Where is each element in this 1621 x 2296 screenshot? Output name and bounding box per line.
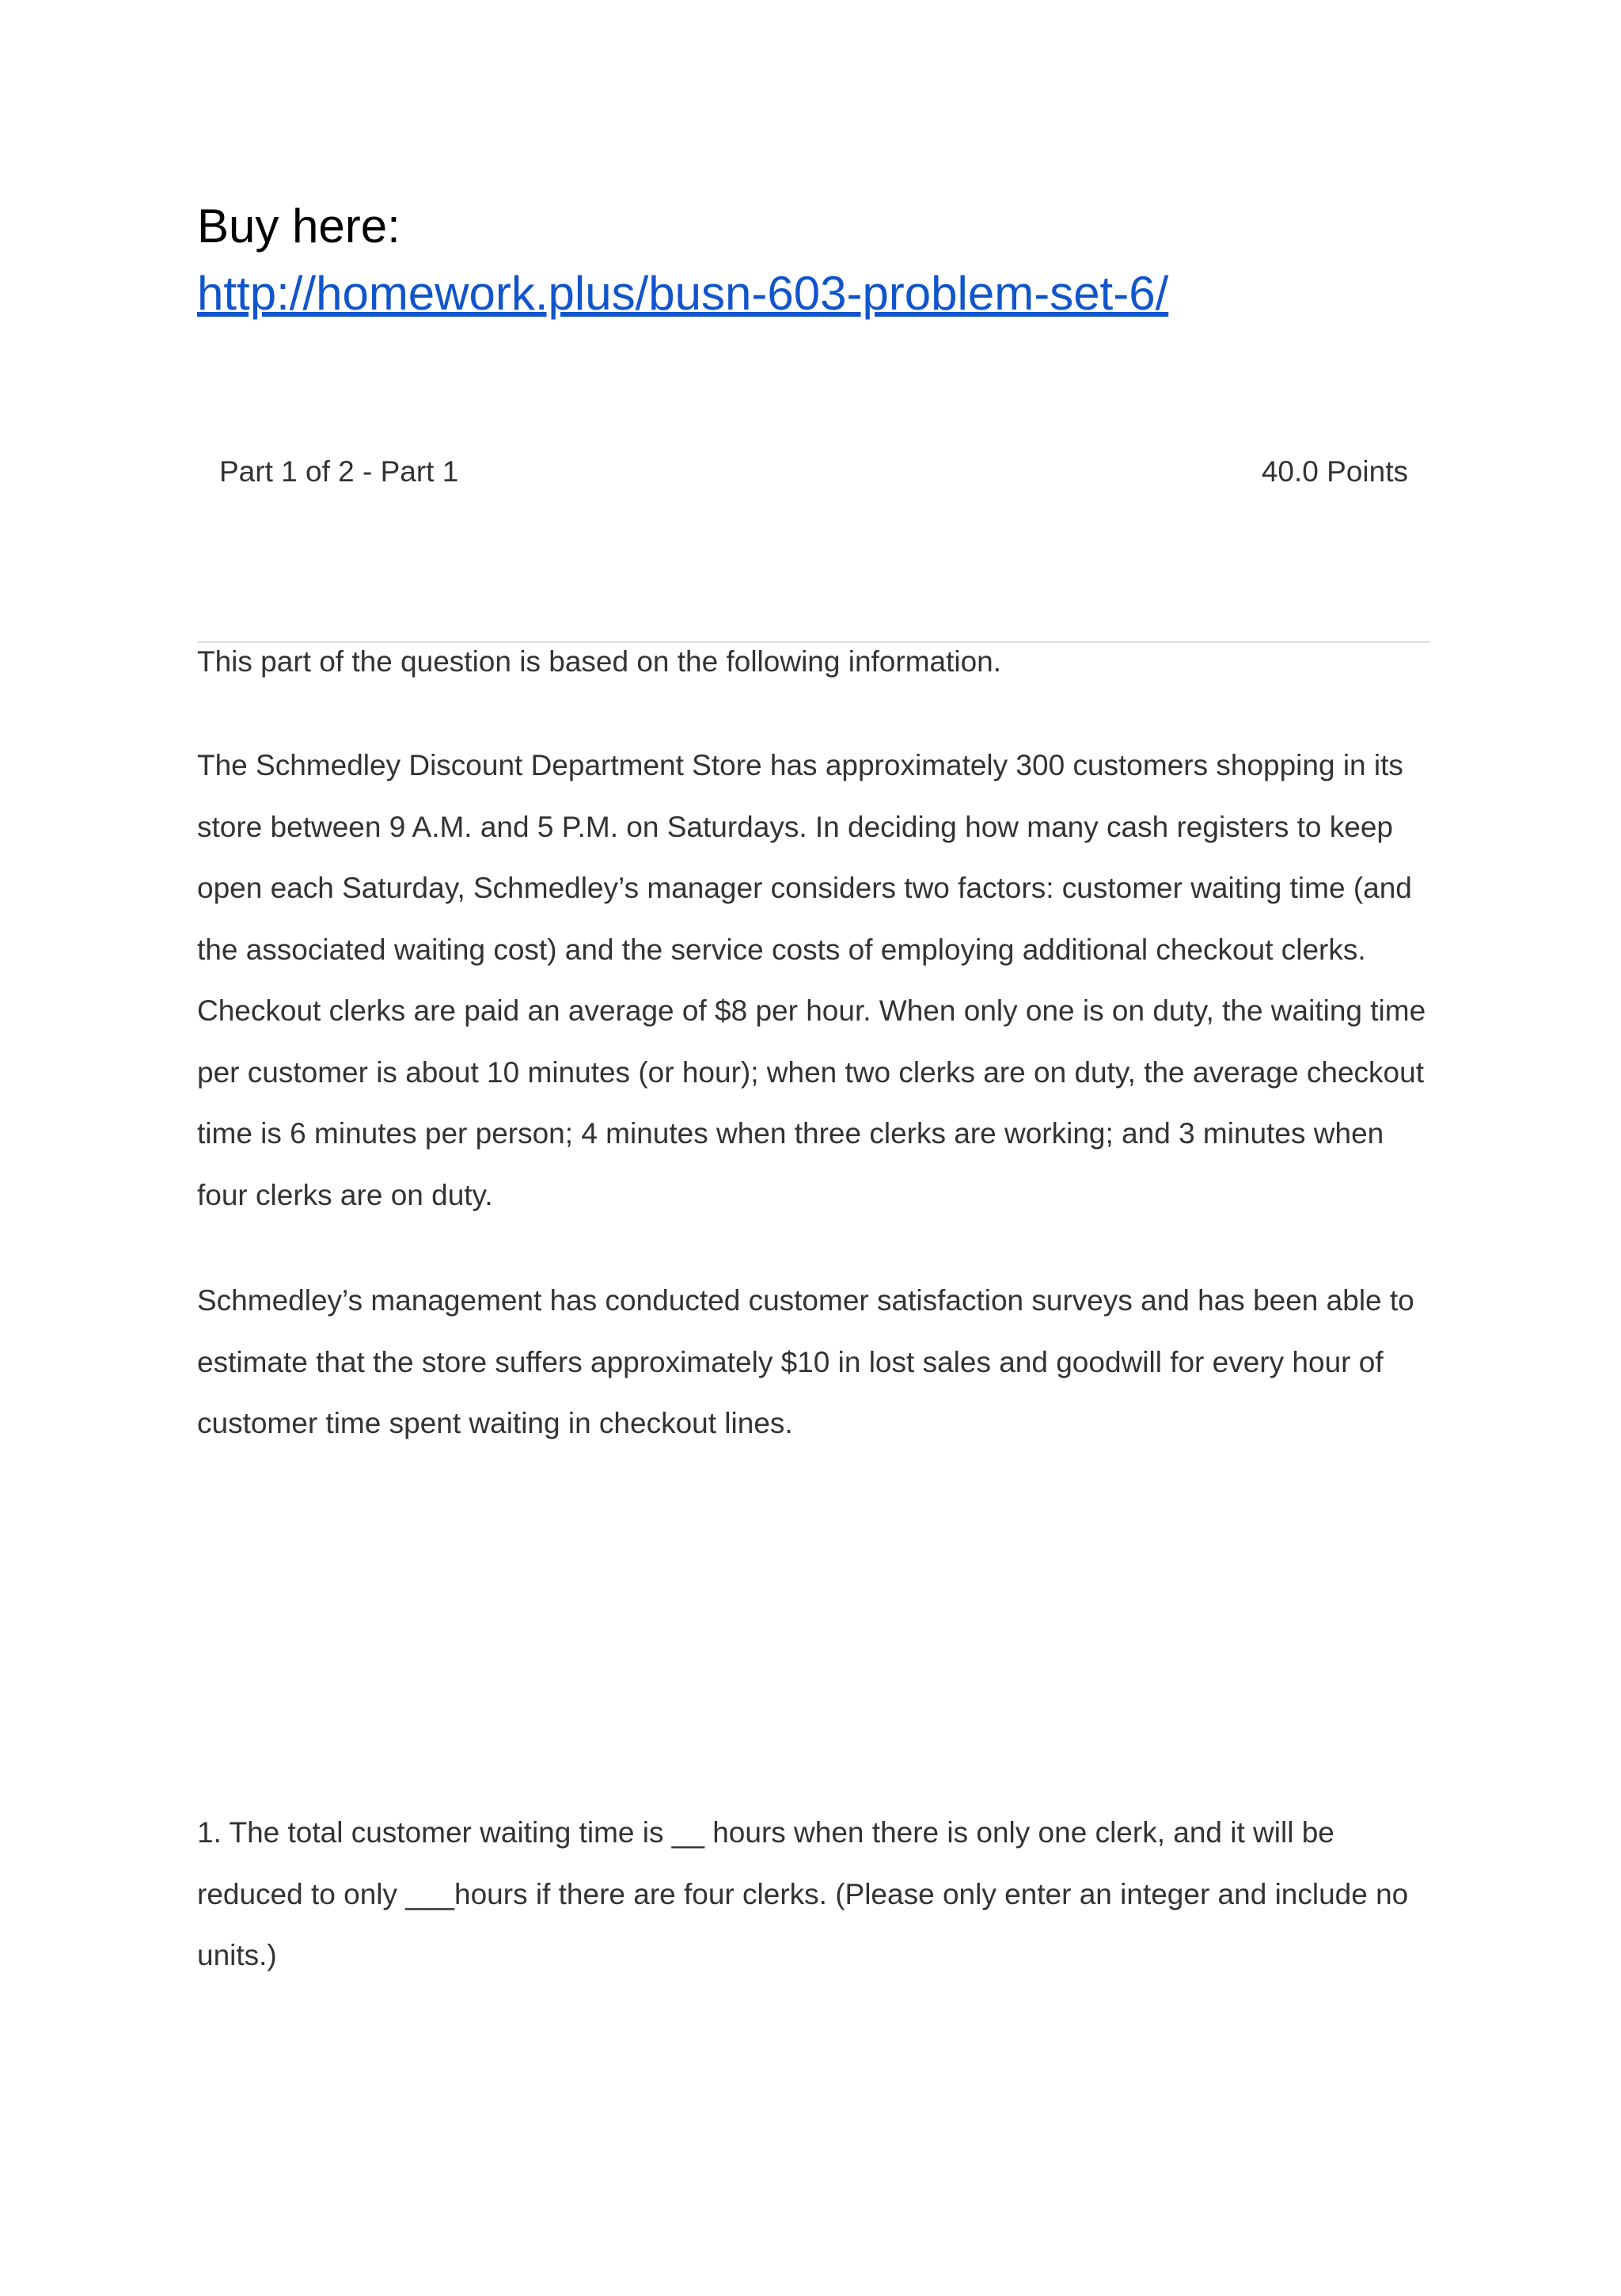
part-label: Part 1 of 2 - Part 1 [219,455,459,488]
part-header [219,455,1408,488]
buy-here-label: Buy here: [197,200,401,253]
survey-paragraph: Schmedley’s management has conducted customer satisfaction surveys and has been able to estimate that the store suffers approximately $10 in lost sales and goodwill for every hour of customer time spent waiting in checkout lines. [197,1284,1414,1439]
question-1: 1. The total customer waiting time is __ hours when there is only one clerk, and it will be reduced to only ___hours if there are four clerks. (Please only enter an integer and include no units.) [197,1816,1409,1971]
part-points: 40.0 Points [1261,455,1408,488]
scenario-paragraph: The Schmedley Discount Department Store has approximately 300 customers shopping in its store between 9 A.M. and 5 P.M. on Saturdays. In deciding how many cash registers to keep open each Saturday, Schmedley’s manager considers two factors: customer waiting time (and the associated waiting cost) and the service costs of employing additional checkout clerks. Checkout clerks are paid an average of $8 per hour. When only one is on duty, the waiting time per customer is about 10 minutes (or hour); when two clerks are on duty, the average checkout time is 6 minutes per person; 4 minutes when three clerks are working; and 3 minutes when four clerks are on duty. [197,749,1426,1211]
intro-text: This part of the question is based on the following information. [197,645,1002,678]
buy-link[interactable]: http://homework.plus/busn-603-problem-set-6/ [197,267,1169,320]
